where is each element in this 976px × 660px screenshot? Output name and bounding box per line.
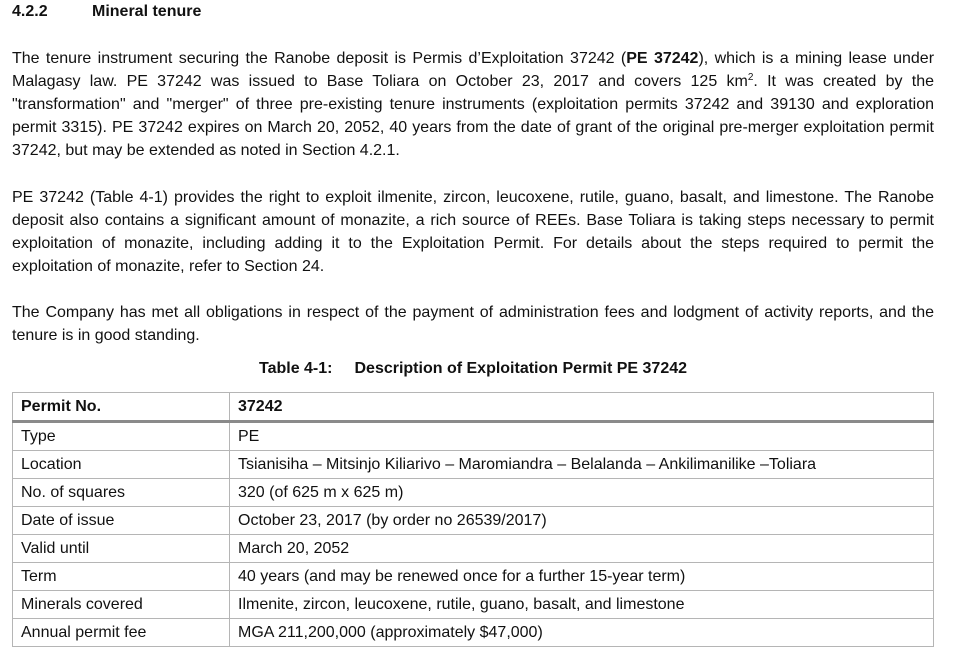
row-value-cell: October 23, 2017 (by order no 26539/2017) [230,507,934,535]
row-label-cell: Valid until [13,535,230,563]
p1-text-a: The tenure instrument securing the Ranobe deposit is Permis d’Exploitation 37242 ( [12,50,627,67]
p1-superscript: 2 [747,72,754,83]
row-value-cell: PE [230,422,934,451]
row-value-cell: March 20, 2052 [230,535,934,563]
row-label-cell: Minerals covered [13,591,230,619]
row-value-cell: Tsianisiha – Mitsinjo Kiliarivo – Maromiandra – Belalanda – Ankilimanilike –Toliara [230,451,934,479]
row-value-cell: 320 (of 625 m x 625 m) [230,479,934,507]
paragraph-exploitation-rights: PE 37242 (Table 4-1) provides the right to exploit ilmenite, zircon, leucoxene, rutile, guano, basalt, and limestone. The Ranobe deposit also contains a significant amount of monazite, a rich source of REEs. Base Toliara is taking steps necessary to permit exploitation of monazite, including adding it to the Exploitation Permit. For details about the steps required to permit the exploitation of monazite, refer to Section 24. [12,189,934,275]
row-label-cell: Annual permit fee [13,619,230,647]
header-value-cell: 37242 [230,393,934,422]
permit-table [12,392,934,647]
table-row [13,479,934,507]
row-label-cell: No. of squares [13,479,230,507]
header-label-cell: Permit No. [13,393,230,422]
table-row [13,619,934,647]
table-row [13,563,934,591]
section-heading [12,3,201,21]
p1-text-c: . It was created by the "transformation" and "merger" of three pre-existing tenure instruments (exploitation permits 37242 and 39130 and exploration permit 3315). PE 37242 expires on March 20, 2052, 40 years from the date of grant of the original pre-merger exploitation permit 37242, but may be extended as noted in Section 4.2.1. [12,73,934,159]
paragraph-tenure-instrument [12,47,934,162]
table-row [13,451,934,479]
p1-text-b: ), which is a mining lease under Malagasy law. PE 37242 was issued to Base Toliara on October 23, 2017 and covers 125 km [12,50,935,90]
row-label-cell: Date of issue [13,507,230,535]
table-header-row [13,393,934,422]
p1-bold-permit: PE 37242 [626,50,699,67]
section-number: 4.2.2 [12,3,48,20]
row-value-cell: MGA 211,200,000 (approximately $47,000) [230,619,934,647]
table-caption-title: Description of Exploitation Permit PE 37242 [354,360,688,377]
section-title: Mineral tenure [92,3,202,20]
table-caption-number: Table 4-1: [258,360,333,377]
row-label-cell: Location [13,451,230,479]
table-caption [12,360,934,378]
row-label-cell: Term [13,563,230,591]
table-row [13,591,934,619]
table-row [13,535,934,563]
table-body [13,422,934,647]
row-value-cell: 40 years (and may be renewed once for a further 15-year term) [230,563,934,591]
row-value-cell: Ilmenite, zircon, leucoxene, rutile, guano, basalt, and limestone [230,591,934,619]
paragraph-obligations: The Company has met all obligations in respect of the payment of administration fees and lodgment of activity reports, and the tenure is in good standing. [12,304,934,344]
table-row [13,507,934,535]
row-label-cell: Type [13,422,230,451]
table-row [13,422,934,451]
